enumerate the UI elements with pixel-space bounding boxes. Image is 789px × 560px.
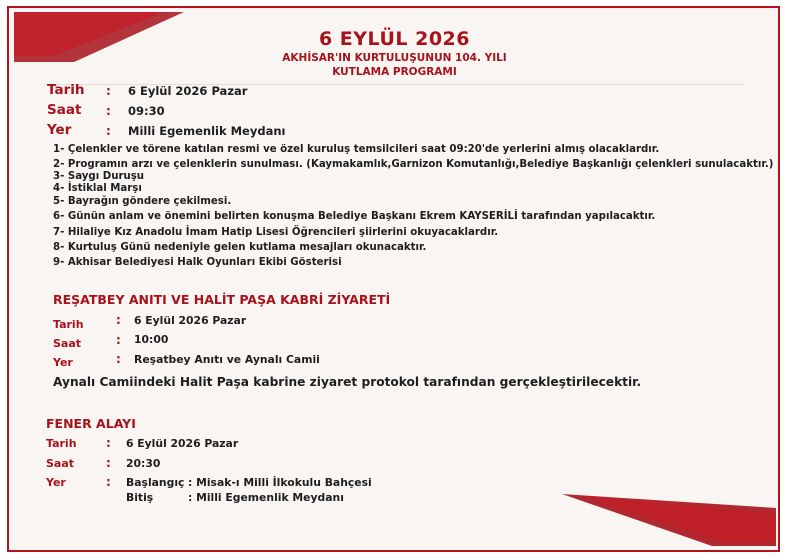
program-item-3: 3- Saygı Duruşu [53, 171, 145, 182]
main-time-value: 09:30 [128, 104, 165, 118]
event-title: 6 EYLÜL 2026 [318, 28, 471, 50]
lantern-section-title: FENER ALAYI [46, 416, 136, 431]
lantern-end-value: : Milli Egemenlik Meydanı [188, 491, 344, 504]
lantern-date-colon: : [106, 436, 111, 450]
program-item-8: 8- Kurtuluş Günü nedeniyle gelen kutlama mesajları okunacaktır. [53, 242, 427, 253]
visit-note: Aynalı Camiindeki Halit Paşa kabrine ziyaret protokol tarafından gerçekleştirilecektir. [53, 375, 642, 389]
visit-time-value: 10:00 [134, 333, 169, 346]
main-date-value: 6 Eylül 2026 Pazar [128, 84, 248, 98]
lantern-time-value: 20:30 [126, 457, 161, 470]
main-time-colon: : [106, 104, 111, 118]
page-frame [7, 6, 780, 552]
visit-time-label: Saat [53, 337, 82, 350]
main-place-colon: : [106, 124, 111, 138]
lantern-time-colon: : [106, 456, 111, 470]
program-item-7: 7- Hilaliye Kız Anadolu İmam Hatip Lisesi Öğrencileri şiirlerini okuyacaklardır. [53, 227, 499, 238]
event-subtitle-line2: KUTLAMA PROGRAMI [332, 66, 457, 78]
event-subtitle-line1: AKHİSAR'IN KURTULUŞUNUN 104. YILI [282, 52, 507, 64]
program-item-5: 5- Bayrağın göndere çekilmesi. [53, 196, 232, 207]
program-item-9: 9- Akhisar Belediyesi Halk Oyunları Ekibi Gösterisi [53, 257, 342, 268]
main-place-label: Yer [47, 122, 72, 138]
lantern-date-label: Tarih [46, 437, 77, 450]
lantern-date-value: 6 Eylül 2026 Pazar [126, 437, 239, 450]
lantern-start-label: Başlangıç [126, 476, 185, 489]
main-place-value: Milli Egemenlik Meydanı [128, 124, 286, 138]
lantern-end-label: Bitiş [126, 491, 154, 504]
visit-place-label: Yer [53, 356, 73, 369]
main-date-label: Tarih [47, 82, 85, 98]
visit-date-colon: : [116, 313, 121, 327]
program-item-2: 2- Programın arzı ve çelenklerin sunulması. (Kaymakamlık,Garnizon Komutanlığı,Belediye Başkanlığı çelenkleri sunulacaktır.) [53, 159, 774, 170]
visit-place-value: Reşatbey Anıtı ve Aynalı Camii [134, 353, 320, 366]
visit-date-value: 6 Eylül 2026 Pazar [134, 314, 247, 327]
visit-time-colon: : [116, 333, 121, 347]
visit-place-colon: : [116, 352, 121, 366]
main-time-label: Saat [47, 102, 82, 118]
program-item-6: 6- Günün anlam ve önemini belirten konuşma Belediye Başkanı Ekrem KAYSERİLİ tarafından yapılacaktır. [53, 211, 656, 222]
main-date-colon: : [106, 84, 111, 98]
lantern-start-value: : Misak-ı Milli İlkokulu Bahçesi [188, 476, 372, 489]
visit-date-label: Tarih [53, 318, 84, 331]
lantern-place-label: Yer [46, 476, 66, 489]
bottom-right-decoration [562, 494, 776, 546]
program-item-1: 1- Çelenkler ve törene katılan resmi ve özel kuruluş temsilcileri saat 09:20'de yerlerini almış olacaklardır. [53, 144, 660, 155]
visit-section-title: REŞATBEY ANITI VE HALİT PAŞA KABRİ ZİYARETİ [53, 292, 391, 307]
program-item-4: 4- İstiklal Marşı [53, 183, 142, 194]
lantern-place-colon: : [106, 475, 111, 489]
lantern-time-label: Saat [46, 457, 75, 470]
